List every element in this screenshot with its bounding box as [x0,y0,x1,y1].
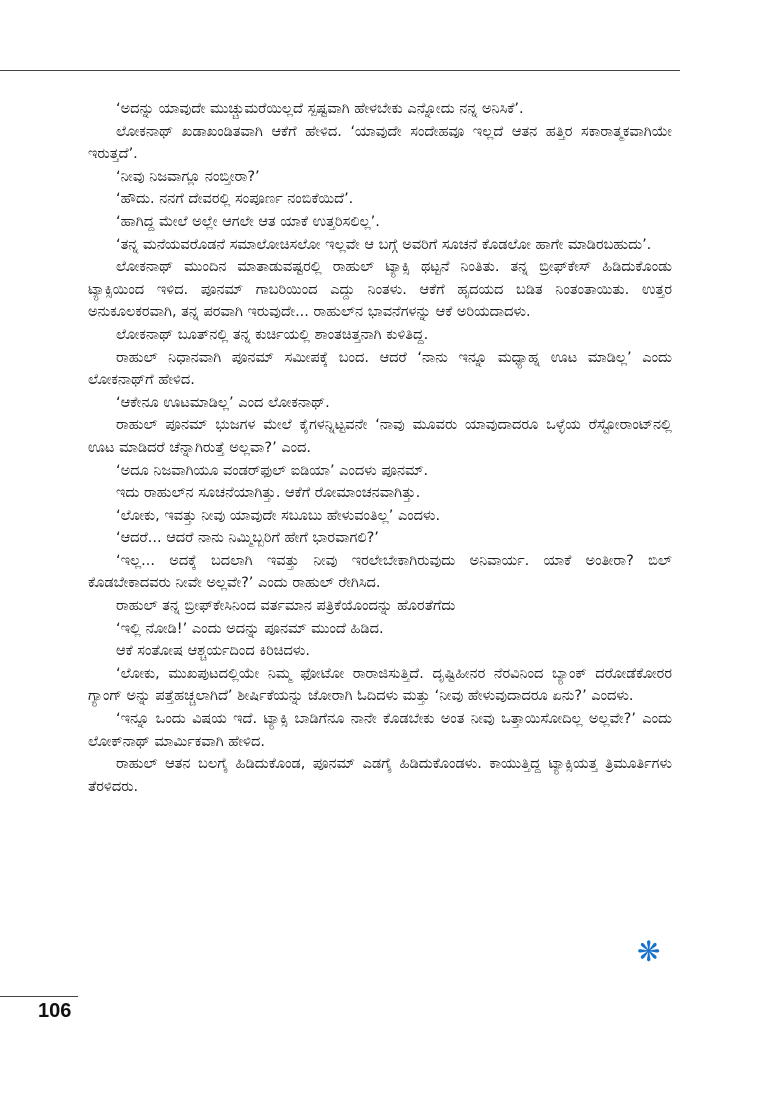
header-rule [0,70,680,71]
paragraph: ‘ಇಲ್ಲ... ಅದಕ್ಕೆ ಬದಲಾಗಿ ಇವತ್ತು ನೀವು ಇರಲೇಬೇಕಾಗಿರುವುದು ಅನಿವಾರ್ಯ. ಯಾಕೆ ಅಂತೀರಾ? ಬಿಲ್ ಕೊಡಬೇಕಾದವರು ನೀವೇ ಅಲ್ಲವೇ?’ ಎಂದು ರಾಹುಲ್ ರೇಗಿಸಿದ. [88,552,672,592]
paragraph: ಲೋಕನಾಥ್ ಖಡಾಖಂಡಿತವಾಗಿ ಆಕೆಗೆ ಹೇಳಿದ. ‘ಯಾವುದೇ ಸಂದೇಹವೂ ಇಲ್ಲದೆ ಆತನ ಹತ್ತಿರ ಸಕಾರಾತ್ಮಕವಾಗಿಯೇ ಇರುತ್ತದೆ’. [88,123,672,163]
section-end-asterisk-icon: ❋ [637,935,661,968]
paragraph: ರಾಹುಲ್ ನಿಧಾನವಾಗಿ ಪೂನಮ್ ಸಮೀಪಕ್ಕೆ ಬಂದ. ಆದರೆ ‘ನಾನು ಇನ್ನೂ ಮಧ್ಯಾಹ್ನ ಊಟ ಮಾಡಿಲ್ಲ’ ಎಂದು ಲೋಕನಾಥ್‌ಗೆ ಹೇಳಿದ. [88,349,672,389]
paragraph: ‘ಹಾಗಿದ್ದ ಮೇಲೆ ಅಲ್ಲೇ ಆಗಲೇ ಆತ ಯಾಕೆ ಉತ್ತರಿಸಲಿಲ್ಲ’. [116,213,380,230]
paragraph: ರಾಹುಲ್ ತನ್ನ ಬ್ರೀಫ್‌ಕೇಸಿನಿಂದ ವರ್ತಮಾನ ಪತ್ರಿಕೆಯೊಂದನ್ನು ಹೊರತೆಗೆದು [116,598,456,615]
paragraph: ಲೋಕನಾಥ್ ಮುಂದಿನ ಮಾತಾಡುವಷ್ಟರಲ್ಲಿ ರಾಹುಲ್ ಟ್ಯಾಕ್ಸಿ ಥಟ್ಟನೆ ನಿಂತಿತು. ತನ್ನ ಬ್ರೀಫ್‌ಕೇಸ್ ಹಿಡಿದುಕೊಂಡು ಟ್ಯಾಕ್ಸಿಯಿಂದ ಇಳಿದ. ಪೂನಮ್ ಗಾಬರಿಯಿಂದ ಎದ್ದು ನಿಂತಳು. ಆಕೆಗೆ ಹೃದಯದ ಬಡಿತ ನಿಂತಂತಾಯಿತು. ಉತ್ತರ ಅನುಕೂಲಕರವಾಗಿ, ತನ್ನ ಪರವಾಗಿ ಇರುವುದೇ... ರಾಹುಲ್‌ನ ಭಾವನೆಗಳನ್ನು ಆಕೆ ಅರಿಯದಾದಳು. [88,259,672,321]
paragraph: ರಾಹುಲ್ ಆತನ ಬಲಗೈ ಹಿಡಿದುಕೊಂಡ, ಪೂನಮ್ ಎಡಗೈ ಹಿಡಿದುಕೊಂಡಳು. ಕಾಯುತ್ತಿದ್ದ ಟ್ಯಾಕ್ಸಿಯತ್ತ ತ್ರಿಮೂರ್ತಿಗಳು ತೆರಳಿದರು. [88,756,672,795]
page-number: 106 [38,1000,72,1022]
paragraph: ರಾಹುಲ್ ಪೂನಮ್ ಭುಜಗಳ ಮೇಲೆ ಕೈಗಳನ್ನಿಟ್ಟವನೇ ‘ನಾವು ಮೂವರು ಯಾವುದಾದರೂ ಒಳ್ಳೆಯ ರೆಸ್ಟೋರಾಂಟ್‌ನಲ್ಲಿ ಊಟ ಮಾಡಿದರೆ ಚೆನ್ನಾಗಿರುತ್ತೆ ಅಲ್ಲವಾ?’ ಎಂದ. [88,417,672,456]
footer-rule [0,996,78,997]
paragraph: ‘ಆದರೆ... ಆದರೆ ನಾನು ನಿಮ್ಮಿಬ್ಬರಿಗೆ ಹೇಗೆ ಭಾರವಾಗಲಿ?’ [116,530,379,547]
paragraph: ‘ಲೋಕು, ಮುಖಪುಟದಲ್ಲಿಯೇ ನಿಮ್ಮ ಫೋಟೋ ರಾರಾಜಿಸುತ್ತಿದೆ. ದೃಷ್ಟಿಹೀನರ ನೆರವಿನಿಂದ ಬ್ಯಾಂಕ್ ದರೋಡೆಕೋರರ ಗ್ಯಾಂಗ್ ಅನ್ನು ಪತ್ತೆಹಚ್ಚಲಾಗಿದೆ’ ಶೀರ್ಷಿಕೆಯನ್ನು ಜೋರಾಗಿ ಓದಿದಳು ಮತ್ತು ‘ನೀವು ಹೇಳುವುದಾದರೂ ಏನು?’ ಎಂದಳು. [88,665,672,705]
paragraph: ‘ಅದನ್ನು ಯಾವುದೇ ಮುಚ್ಚುಮರೆಯಿಲ್ಲದೆ ಸ್ಪಷ್ಟವಾಗಿ ಹೇಳಬೇಕು ಎನ್ನೋದು ನನ್ನ ಅನಿಸಿಕೆ’. [116,101,524,117]
paragraph: ‘ಆಕೇನೂ ಊಟಮಾಡಿಲ್ಲ’ ಎಂದ ಲೋಕನಾಥ್. [116,394,330,411]
paragraph: ಇದು ರಾಹುಲ್‌ನ ಸೂಚನೆಯಾಗಿತ್ತು. ಆಕೆಗೆ ರೋಮಾಂಚನವಾಗಿತ್ತು. [116,485,421,502]
paragraph: ‘ತನ್ನ ಮನೆಯವರೊಡನೆ ಸಮಾಲೋಚಿಸಲೋ ಇಲ್ಲವೇ ಆ ಬಗ್ಗೆ ಅವರಿಗೆ ಸೂಚನೆ ಕೊಡಲೋ ಹಾಗೇ ಮಾಡಿರಬಹುದು’. [116,236,652,253]
story-text [88,98,672,798]
paragraph: ‘ಇನ್ನೂ ಒಂದು ವಿಷಯ ಇದೆ. ಟ್ಯಾಕ್ಸಿ ಬಾಡಿಗೆನೂ ನಾನೇ ಕೊಡಬೇಕು ಅಂತ ನೀವು ಒತ್ತಾಯಿಸೋದಿಲ್ಲ ಅಲ್ಲವೇ?’ ಎಂದು ಲೋಕ್‌ನಾಥ್ ಮಾರ್ಮಿಕವಾಗಿ ಹೇಳಿದ. [88,711,672,750]
paragraph: ‘ನೀವು ನಿಜವಾಗ್ಲೂ ನಂಬ್ತೀರಾ?’ [116,168,260,185]
paragraph: ‘ಇಲ್ಲಿ ನೋಡಿ!’ ಎಂದು ಅದನ್ನು ಪೂನಮ್ ಮುಂದೆ ಹಿಡಿದ. [116,620,384,637]
paragraph: ಲೋಕನಾಥ್ ಬೂತ್‌ನಲ್ಲಿ ತನ್ನ ಕುರ್ಚಿಯಲ್ಲಿ ಶಾಂತಚಿತ್ತನಾಗಿ ಕುಳಿತಿದ್ದ. [116,326,429,343]
paragraph: ‘ಅದೂ ನಿಜವಾಗಿಯೂ ವಂಡರ್‌ಫುಲ್ ಐಡಿಯಾ’ ಎಂದಳು ಪೂನಮ್. [116,462,429,479]
paragraph: ಆಕೆ ಸಂತೋಷ ಆಶ್ಚರ್ಯದಿಂದ ಕಿರಿಚಿದಳು. [116,643,310,660]
paragraph: ‘ಹೌದು. ನನಗೆ ದೇವರಲ್ಲಿ ಸಂಪೂರ್ಣ ನಂಬಿಕೆಯಿದೆ’. [116,191,354,208]
paragraph: ‘ಲೋಕು, ಇವತ್ತು ನೀವು ಯಾವುದೇ ಸಬೂಬು ಹೇಳುವಂತಿಲ್ಲ’ ಎಂದಳು. [116,507,441,524]
